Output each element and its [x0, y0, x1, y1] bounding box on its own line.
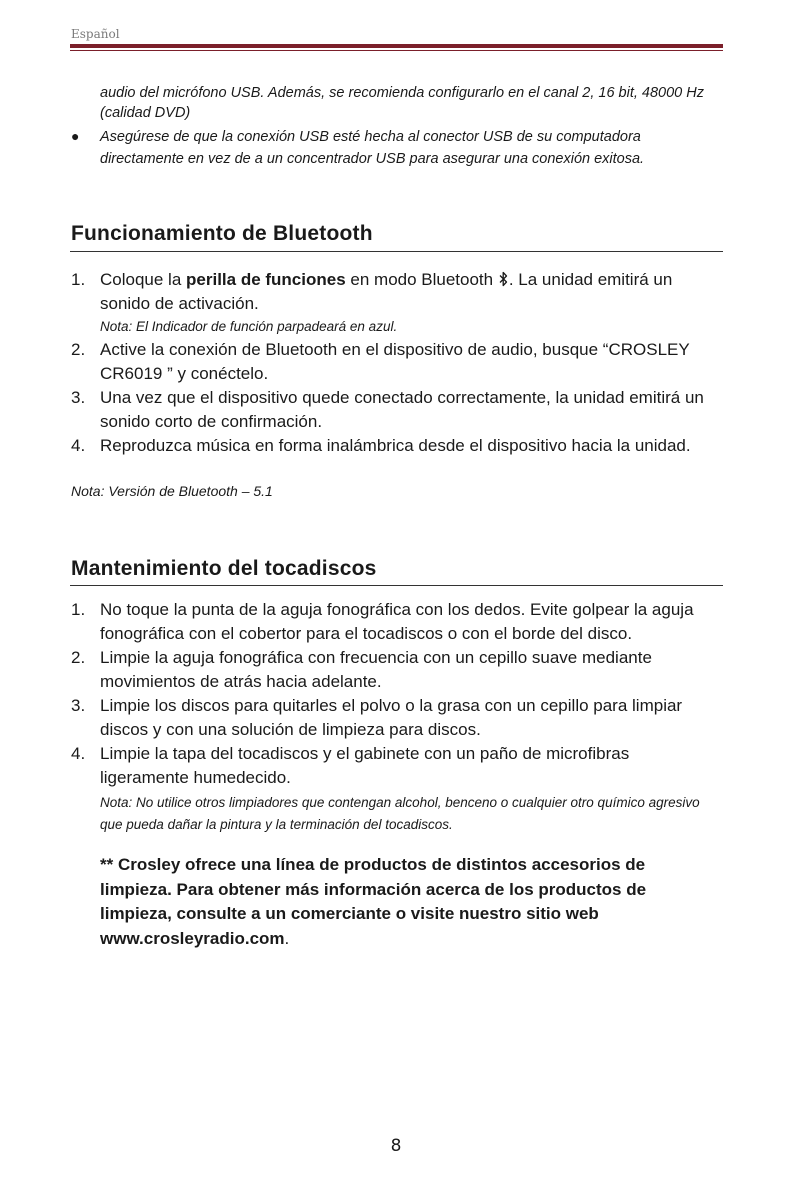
bluetooth-version-note: Nota: Versión de Bluetooth – 5.1 [71, 483, 273, 499]
step-number: 3. [71, 696, 86, 715]
step-text-post2: . La unidad emitirá un sonido de activación. [100, 270, 673, 313]
step-text-pre: Coloque la [100, 270, 187, 289]
closing-bold-text: ** Crosley ofrece una línea de productos de distintos accesorios de limpieza. Para obtener más información acerca de los productos de limpieza, consulte a un comerciante o visite nuestro sitio web www.crosleyradio.com [100, 855, 647, 948]
step-text-post: en modo Bluetooth [345, 270, 498, 289]
list-item [71, 742, 721, 836]
list-item [71, 646, 721, 694]
page-number: 8 [390, 1136, 402, 1156]
maintenance-steps [71, 598, 721, 836]
step-text: Reproduzca música en forma inalámbrica desde el dispositivo hacia la unidad. [100, 436, 691, 455]
step-number: 4. [71, 744, 86, 763]
header-language: Español [71, 27, 120, 41]
intro-bullet-text: Asegúrese de que la conexión USB esté hecha al conector USB de su computadora directamente en vez de a un concentrador USB para asegurar una conexión exitosa. [100, 129, 645, 167]
list-item [71, 434, 721, 458]
step-number: 2. [71, 648, 86, 667]
step-number: 1. [71, 600, 86, 619]
step-number: 2. [71, 340, 86, 359]
step-main-text: Limpie la tapa del tocadiscos y el gabinete con un paño de microfibras ligeramente humedecido. [100, 744, 630, 787]
step-text: Limpie la aguja fonográfica con frecuencia con un cepillo suave mediante movimientos de atrás hacia adelante. [100, 648, 652, 691]
step-note: Nota: El Indicador de función parpadeará en azul. [100, 319, 398, 334]
bluetooth-icon [499, 271, 508, 287]
maintenance-section-rule [70, 585, 723, 586]
list-item [71, 598, 721, 646]
intro-continuation: audio del micrófono USB. Además, se recomienda configurarlo en el canal 2, 16 bit, 48000 Hz (calidad DVD) [100, 85, 704, 121]
bluetooth-section-title: Funcionamiento de Bluetooth [71, 222, 373, 245]
step-text: Una vez que el dispositivo quede conectado correctamente, la unidad emitirá un sonido corto de confirmación. [100, 388, 704, 431]
step-note: Nota: No utilice otros limpiadores que contengan alcohol, benceno o cualquier otro químico agresivo que pueda dañar la pintura y la terminación del tocadiscos. [100, 795, 700, 832]
step-number: 4. [71, 436, 86, 455]
list-item [71, 386, 721, 434]
intro-bullet [71, 126, 715, 170]
header-rule [70, 44, 723, 48]
step-text: Limpie los discos para quitarles el polvo o la grasa con un cepillo para limpiar discos y con una solución de limpieza para discos. [100, 696, 683, 739]
list-item [71, 338, 721, 386]
bluetooth-section-rule [70, 251, 723, 252]
closing-end: . [284, 928, 290, 948]
list-item [71, 268, 721, 338]
list-item [71, 694, 721, 742]
step-text [100, 742, 721, 836]
bluetooth-steps [71, 268, 721, 458]
step-text: No toque la punta de la aguja fonográfica con los dedos. Evite golpear la aguja fonográfica con el cobertor para el tocadiscos o con el borde del disco. [100, 600, 694, 643]
step-text [100, 268, 721, 338]
header-rule-thin [70, 50, 723, 51]
closing-paragraph [100, 853, 700, 951]
maintenance-section-title: Mantenimiento del tocadiscos [71, 557, 377, 580]
bullet-dot: ● [71, 128, 80, 144]
step-number: 3. [71, 388, 86, 407]
function-knob-label: perilla de funciones [186, 270, 346, 289]
step-text: Active la conexión de Bluetooth en el dispositivo de audio, busque “CROSLEY CR6019 ” y conéctelo. [100, 340, 690, 383]
step-number: 1. [71, 270, 86, 289]
